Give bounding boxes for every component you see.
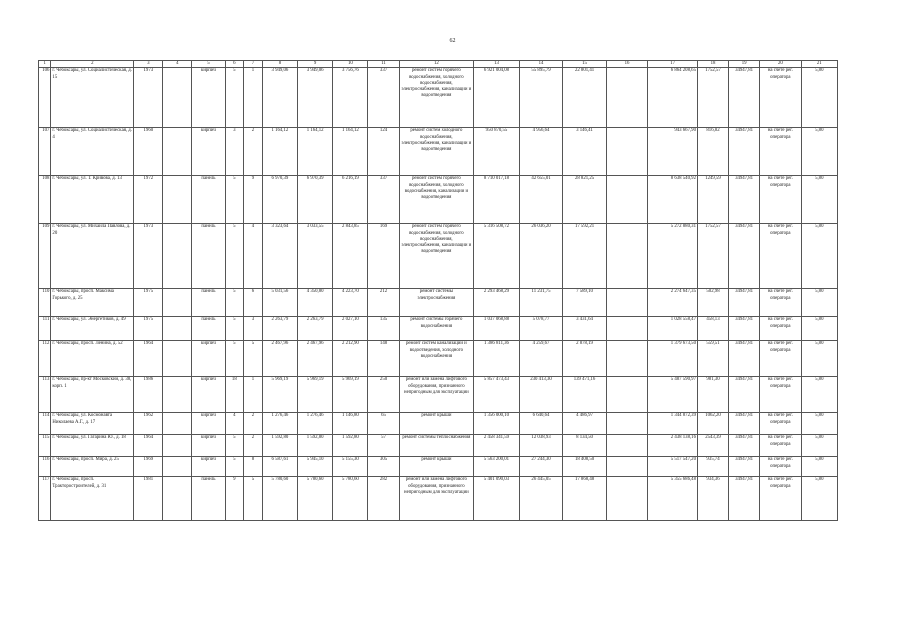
cell-fl: 9 [225, 477, 244, 521]
table-body [39, 68, 838, 521]
table-row [39, 341, 838, 377]
cell-c14: 27 244,30 [519, 457, 563, 477]
cell-c4 [163, 289, 192, 317]
cell-c15: 2 878,19 [563, 341, 607, 377]
cell-c11: 305 [368, 457, 399, 477]
cell-a9: 3 033,55 [298, 224, 333, 289]
cell-a10: 1 164,12 [333, 128, 368, 176]
cell-a10: 2 212,90 [333, 341, 368, 377]
cell-c15: 3 431,64 [563, 317, 607, 341]
cell-a8: 5 780,60 [262, 477, 297, 521]
cell-mat: кирпич [192, 435, 225, 457]
table-row [39, 224, 838, 289]
cell-mat: кирпич [192, 413, 225, 435]
column-number-header: 1 [39, 61, 51, 68]
cell-a10: 3 756,76 [333, 68, 368, 128]
cell-cost: 1 386 811,36 [474, 341, 520, 377]
cell-mat: панель [192, 289, 225, 317]
cell-c15: 18 408,50 [563, 457, 607, 477]
cell-cost: 5 857 473,43 [474, 377, 520, 413]
cell-c21: 5,80 [801, 435, 837, 457]
cell-a9: 2 263,79 [298, 317, 333, 341]
cell-mat: панель [192, 224, 225, 289]
cell-ent: 8 [244, 457, 263, 477]
cell-c11: 148 [368, 341, 399, 377]
column-number-header: 15 [563, 61, 607, 68]
table-row [39, 477, 838, 521]
cell-c19: 34947,81 [729, 477, 760, 521]
cell-a10: 6 216,19 [333, 176, 368, 224]
cell-c18: 1752,57 [697, 68, 728, 128]
cell-c16 [606, 289, 647, 317]
cell-c21: 5,80 [801, 413, 837, 435]
cell-cost: 5 563 200,01 [474, 457, 520, 477]
cell-cost: 950 870,55 [474, 128, 520, 176]
column-number-header: 6 [225, 61, 244, 68]
cell-a8: 3 323,64 [262, 224, 297, 289]
cell-cost: 5 316 508,72 [474, 224, 520, 289]
cell-n: 109 [39, 224, 51, 289]
table-row [39, 68, 838, 128]
cell-fl: 3 [225, 128, 244, 176]
cell-c14: 26 445,05 [519, 477, 563, 521]
cell-c21: 5,80 [801, 176, 837, 224]
page-number: 62 [449, 38, 456, 44]
cell-c4 [163, 457, 192, 477]
cell-c17: 8 638 540,92 [648, 176, 698, 224]
cell-c14: 6 640,64 [519, 413, 563, 435]
cell-a8: 2 467,96 [262, 341, 297, 377]
cell-a8: 6 970,39 [262, 176, 297, 224]
cell-a9: 6 970,39 [298, 176, 333, 224]
cell-c14: 5 078,77 [519, 317, 563, 341]
cell-c19: 34947,81 [729, 128, 760, 176]
cell-c17: 2 438 138,16 [648, 435, 698, 457]
cell-c11: 57 [368, 435, 399, 457]
cell-c21: 5,80 [801, 224, 837, 289]
cell-c21: 5,80 [801, 341, 837, 377]
cell-a9: 4 350,80 [298, 289, 333, 317]
cell-c20: на счете рег. оператора [760, 289, 801, 317]
cell-c11: 212 [368, 289, 399, 317]
column-number-header: 16 [606, 61, 647, 68]
cell-mat: панель [192, 477, 225, 521]
column-number-header: 11 [368, 61, 399, 68]
cell-n: 107 [39, 128, 51, 176]
cell-c18: 1752,57 [697, 224, 728, 289]
cell-a10: 1 146,80 [333, 413, 368, 435]
cell-c20: на счете рег. оператора [760, 377, 801, 413]
cell-fl: 4 [225, 413, 244, 435]
column-number-header: 14 [519, 61, 563, 68]
cell-c21: 5,80 [801, 128, 837, 176]
cell-c15: 3 146,41 [563, 128, 607, 176]
cell-a8: 2 263,79 [262, 317, 297, 341]
cell-c20: на счете рег. оператора [760, 224, 801, 289]
cell-ent: 5 [244, 477, 263, 521]
cell-ent: 2 [244, 413, 263, 435]
cell-c21: 5,80 [801, 377, 837, 413]
cell-year: 1973 [134, 68, 163, 128]
cell-c11: 337 [368, 176, 399, 224]
table-row [39, 457, 838, 477]
cell-c4 [163, 477, 192, 521]
cell-c14: 4 956,64 [519, 128, 563, 176]
cell-c19: 34947,81 [729, 413, 760, 435]
cell-c4 [163, 128, 192, 176]
cell-c21: 5,80 [801, 457, 837, 477]
cell-c21: 5,80 [801, 289, 837, 317]
cell-c4 [163, 377, 192, 413]
table-row [39, 176, 838, 224]
column-number-header: 8 [262, 61, 297, 68]
cell-c17: 5 355 686,48 [648, 477, 698, 521]
cell-addr: г. Чебоксары, ул. Михаила Павлова, д. 20 [51, 224, 134, 289]
cell-addr: г. Чебоксары, ул. Гагарина Ю., д. 18 [51, 435, 134, 457]
cell-c19: 34947,81 [729, 289, 760, 317]
cell-a10: 5 155,30 [333, 457, 368, 477]
cell-fl: 5 [225, 68, 244, 128]
cell-c4 [163, 435, 192, 457]
cell-a10: 4 223,70 [333, 289, 368, 317]
cell-c18: 2543,39 [697, 435, 728, 457]
cell-c14: 55 895,79 [519, 68, 563, 128]
cell-work: ремонт крыши [399, 413, 474, 435]
cell-c19: 34947,81 [729, 176, 760, 224]
cell-c20: на счете рег. оператора [760, 68, 801, 128]
cell-c16 [606, 457, 647, 477]
cell-c17: 943 667,90 [648, 128, 698, 176]
cell-fl: 5 [225, 341, 244, 377]
cell-addr: г. Чебоксары, ул. Космонавта Николаева А.Г., д. 17 [51, 413, 134, 435]
cell-c14: 42 655,01 [519, 176, 563, 224]
cell-n: 106 [39, 68, 51, 128]
cell-ent: 1 [244, 68, 263, 128]
cell-addr: г. Чебоксары, ул. Социалистическая, д. 15 [51, 68, 134, 128]
cell-fl: 5 [225, 317, 244, 341]
cell-n: 117 [39, 477, 51, 521]
cell-c17: 1 379 673,50 [648, 341, 698, 377]
cell-c15: 17 592,21 [563, 224, 607, 289]
cell-year: 1981 [134, 477, 163, 521]
column-number-header: 5 [192, 61, 225, 68]
cell-a8: 1 164,12 [262, 128, 297, 176]
column-number-header: 18 [697, 61, 728, 68]
cell-c19: 34947,81 [729, 317, 760, 341]
cell-c15: 4 486,97 [563, 413, 607, 435]
cell-work: ремонт системы электроснабжения [399, 289, 474, 317]
cell-c14: 26 036,20 [519, 224, 563, 289]
table-row [39, 317, 838, 341]
cell-c16 [606, 413, 647, 435]
cell-c19: 34947,81 [729, 224, 760, 289]
cell-cost: 6 921 004,08 [474, 68, 520, 128]
cell-n: 116 [39, 457, 51, 477]
cell-mat: кирпич [192, 341, 225, 377]
cell-cost: 1 356 000,10 [474, 413, 520, 435]
cell-fl: 5 [225, 289, 244, 317]
cell-c16 [606, 224, 647, 289]
cell-c4 [163, 341, 192, 377]
cell-c20: на счете рег. оператора [760, 477, 801, 521]
cell-c16 [606, 68, 647, 128]
cell-c15: 7 589,10 [563, 289, 607, 317]
cell-year: 1986 [134, 377, 163, 413]
cell-c11: 65 [368, 413, 399, 435]
cell-a8: 6 587,61 [262, 457, 297, 477]
cell-a9: 1 276,46 [298, 413, 333, 435]
cell-addr: г. Чебоксары, просп. Максима Горького, д. 25 [51, 289, 134, 317]
table-row [39, 435, 838, 457]
capital-repair-table [38, 60, 838, 521]
cell-c14: 4 259,67 [519, 341, 563, 377]
cell-mat: кирпич [192, 457, 225, 477]
cell-c16 [606, 176, 647, 224]
cell-c17: 5 487 590,97 [648, 377, 698, 413]
cell-c18: 559,51 [697, 341, 728, 377]
cell-work: ремонт или замена лифтового оборудования, признанного непригодным для эксплуатации [399, 477, 474, 521]
cell-n: 110 [39, 289, 51, 317]
column-number-row [39, 61, 838, 68]
cell-n: 112 [39, 341, 51, 377]
cell-work: ремонт систем горячего водоснабжения, холодного водоснабжения, электроснабжения, канализации и водоотведения [399, 224, 474, 289]
cell-c14: 11 231,75 [519, 289, 563, 317]
cell-c20: на счете рег. оператора [760, 317, 801, 341]
cell-c18: 935,74 [697, 457, 728, 477]
cell-year: 1975 [134, 317, 163, 341]
cell-c17: 5 272 880,31 [648, 224, 698, 289]
cell-work: ремонт или замена лифтового оборудования, признанного непригодным для эксплуатации [399, 377, 474, 413]
cell-ent: 6 [244, 289, 263, 317]
cell-cost: 1 037 068,88 [474, 317, 520, 341]
cell-a8: 5 031,56 [262, 289, 297, 317]
cell-year: 1973 [134, 224, 163, 289]
cell-c11: 250 [368, 377, 399, 413]
cell-c21: 5,80 [801, 68, 837, 128]
cell-year: 1972 [134, 176, 163, 224]
cell-c20: на счете рег. оператора [760, 128, 801, 176]
cell-a8: 3 949,06 [262, 68, 297, 128]
cell-c4 [163, 224, 192, 289]
cell-a9: 5 969,19 [298, 377, 333, 413]
cell-a9: 5 780,60 [298, 477, 333, 521]
cell-year: 1960 [134, 128, 163, 176]
cell-fl: 5 [225, 176, 244, 224]
cell-work: ремонт крыши [399, 457, 474, 477]
cell-c18: 934,36 [697, 477, 728, 521]
cell-ent: 9 [244, 176, 263, 224]
cell-fl: 18 [225, 377, 244, 413]
cell-year: 1964 [134, 435, 163, 457]
cell-c11: 124 [368, 128, 399, 176]
cell-c4 [163, 317, 192, 341]
column-number-header: 20 [760, 61, 801, 68]
cell-c17: 1 028 558,47 [648, 317, 698, 341]
cell-fl: 5 [225, 457, 244, 477]
column-number-header: 12 [399, 61, 474, 68]
cell-ent: 5 [244, 341, 263, 377]
cell-a10: 2 027,10 [333, 317, 368, 341]
cell-a8: 1 276,46 [262, 413, 297, 435]
cell-c11: 282 [368, 477, 399, 521]
cell-cost: 8 710 017,18 [474, 176, 520, 224]
cell-c18: 981,30 [697, 377, 728, 413]
cell-ent: 2 [244, 435, 263, 457]
cell-c4 [163, 413, 192, 435]
cell-fl: 5 [225, 224, 244, 289]
cell-c16 [606, 435, 647, 457]
cell-addr: г. Чебоксары, ул. Социалистическая, д. 4 [51, 128, 134, 176]
cell-c15: 22 801,41 [563, 68, 607, 128]
cell-a9: 5 945,10 [298, 457, 333, 477]
cell-c17: 5 517 547,20 [648, 457, 698, 477]
cell-year: 1964 [134, 341, 163, 377]
cell-c15: 17 868,48 [563, 477, 607, 521]
cell-c4 [163, 68, 192, 128]
cell-c4 [163, 176, 192, 224]
cell-year: 1962 [134, 413, 163, 435]
table-row [39, 128, 838, 176]
cell-year: 1975 [134, 289, 163, 317]
cell-a8: 5 969,19 [262, 377, 297, 413]
cell-mat: панель [192, 317, 225, 341]
column-number-header: 3 [134, 61, 163, 68]
column-number-header: 9 [298, 61, 333, 68]
cell-addr: г. Чебоксары, просп. Ленина, д. 52 [51, 341, 134, 377]
cell-cost: 5 401 090,03 [474, 477, 520, 521]
cell-c11: 337 [368, 68, 399, 128]
cell-c17: 1 344 872,39 [648, 413, 698, 435]
cell-c17: 6 864 208,65 [648, 68, 698, 128]
cell-cost: 2 293 468,29 [474, 289, 520, 317]
cell-addr: г. Чебоксары, просп. Тракторостроителей, д. 31 [51, 477, 134, 521]
cell-work: ремонт систем горячего водоснабжения, холодного водоснабжения, канализации и водоотведения [399, 176, 474, 224]
cell-c16 [606, 317, 647, 341]
cell-a9: 1 164,12 [298, 128, 333, 176]
cell-c14: 230 413,30 [519, 377, 563, 413]
column-number-header: 13 [474, 61, 520, 68]
cell-addr: г. Чебоксары, ул. Т. Кривова, д. 13 [51, 176, 134, 224]
cell-c18: 1249,59 [697, 176, 728, 224]
cell-cost: 2 458 341,59 [474, 435, 520, 457]
cell-year: 1969 [134, 457, 163, 477]
cell-c16 [606, 377, 647, 413]
column-number-header: 7 [244, 61, 263, 68]
cell-c18: 458,13 [697, 317, 728, 341]
cell-mat: кирпич [192, 68, 225, 128]
cell-addr: г. Чебоксары, ул. Энергетиков, д. 49 [51, 317, 134, 341]
cell-c19: 34947,81 [729, 457, 760, 477]
cell-c19: 34947,81 [729, 377, 760, 413]
cell-mat: кирпич [192, 377, 225, 413]
cell-c20: на счете рег. оператора [760, 457, 801, 477]
cell-c18: 816,82 [697, 128, 728, 176]
cell-c21: 5,80 [801, 317, 837, 341]
cell-work: ремонт систем горячего водоснабжения, холодного водоснабжения, электроснабжения, канализации и водоотведения [399, 68, 474, 128]
cell-n: 114 [39, 413, 51, 435]
cell-c15: 139 471,16 [563, 377, 607, 413]
cell-c16 [606, 128, 647, 176]
cell-ent: 1 [244, 377, 263, 413]
table-row [39, 289, 838, 317]
cell-c16 [606, 341, 647, 377]
cell-a10: 5 969,19 [333, 377, 368, 413]
cell-a9: 1 592,80 [298, 435, 333, 457]
column-number-header: 2 [51, 61, 134, 68]
cell-c15: 28 821,25 [563, 176, 607, 224]
cell-c19: 34947,81 [729, 435, 760, 457]
cell-work: ремонт систем холодного водоснабжения, электроснабжения, канализации и водоотведения [399, 128, 474, 176]
column-number-header: 10 [333, 61, 368, 68]
cell-c11: 169 [368, 224, 399, 289]
cell-c14: 12 038,93 [519, 435, 563, 457]
cell-mat: панель [192, 176, 225, 224]
cell-work: ремонт систем канализации и водоотведения, холодного водоснабжения [399, 341, 474, 377]
cell-n: 115 [39, 435, 51, 457]
cell-n: 113 [39, 377, 51, 413]
table-row [39, 377, 838, 413]
cell-n: 108 [39, 176, 51, 224]
cell-work: ремонт системы горячего водоснабжения [399, 317, 474, 341]
cell-mat: кирпич [192, 128, 225, 176]
cell-c20: на счете рег. оператора [760, 435, 801, 457]
cell-n: 111 [39, 317, 51, 341]
table-row [39, 413, 838, 435]
cell-a10: 5 780,60 [333, 477, 368, 521]
cell-c19: 34947,81 [729, 341, 760, 377]
cell-ent: 3 [244, 317, 263, 341]
cell-c21: 5,80 [801, 477, 837, 521]
cell-c19: 34947,81 [729, 68, 760, 128]
column-number-header: 21 [801, 61, 837, 68]
cell-c18: 1062,20 [697, 413, 728, 435]
cell-c20: на счете рег. оператора [760, 341, 801, 377]
cell-a9: 2 467,96 [298, 341, 333, 377]
cell-ent: 2 [244, 128, 263, 176]
cell-c20: на счете рег. оператора [760, 176, 801, 224]
cell-a10: 2 843,85 [333, 224, 368, 289]
cell-ent: 4 [244, 224, 263, 289]
cell-work: ремонт системы теплоснабжения [399, 435, 474, 457]
cell-c15: 8 134,50 [563, 435, 607, 457]
cell-c17: 2 274 647,35 [648, 289, 698, 317]
cell-c18: 502,98 [697, 289, 728, 317]
cell-c16 [606, 477, 647, 521]
cell-c20: на счете рег. оператора [760, 413, 801, 435]
column-number-header: 4 [163, 61, 192, 68]
cell-addr: г. Чебоксары, пр-кт Московский, д. 38, корп. 1 [51, 377, 134, 413]
cell-addr: г. Чебоксары, просп. Мира, д. 25 [51, 457, 134, 477]
column-number-header: 19 [729, 61, 760, 68]
cell-a8: 1 592,80 [262, 435, 297, 457]
column-number-header: 17 [648, 61, 698, 68]
cell-a10: 1 592,80 [333, 435, 368, 457]
cell-fl: 5 [225, 435, 244, 457]
cell-a9: 3 949,06 [298, 68, 333, 128]
cell-c11: 135 [368, 317, 399, 341]
